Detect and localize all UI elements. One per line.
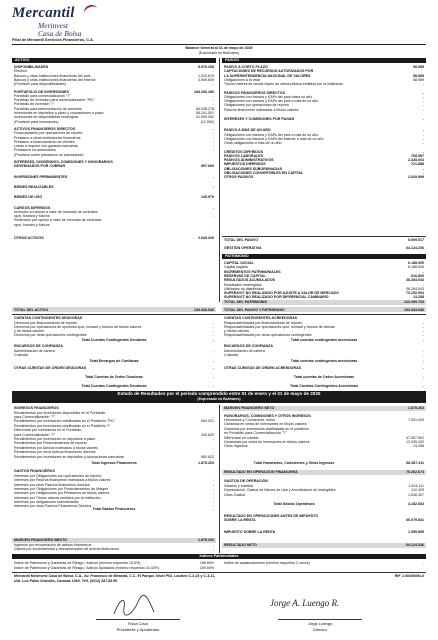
- indice-1-value: 158,50%: [199, 561, 214, 565]
- cont-left-total: Total Cuentas Contingentes Deudoras: [81, 337, 147, 342]
- row-value: 340.620: [201, 432, 214, 437]
- row-label: Otros Ingresos: [224, 444, 248, 449]
- row-label: Rendimientos por inversiones disponibles en el Portafolio: [14, 410, 106, 415]
- row-label: Bancos y otras instituciones financieras del exterior: [14, 77, 96, 82]
- ingresos-rec: Ingresos por recuperación de activos financieros: [14, 543, 92, 547]
- row-label: Responsabilidades por financiamiento de reporto: [224, 320, 303, 325]
- row-value: -: [212, 333, 214, 338]
- row-value: 980.622: [201, 454, 214, 459]
- row-label: Portafolio de inversión para comercialización "PIC": [14, 98, 95, 103]
- otras-left-total: Total Cuentas de Orden Deudoras: [85, 375, 143, 379]
- row-label: ACTIVOS FINANCIEROS DIRECTOS: [14, 126, 76, 131]
- row-label: Rendimientos por inversiones clasificadas en el Portafolio "I": [14, 423, 111, 428]
- row-label: Obligaciones por operaciones de reporto: [224, 103, 289, 108]
- row-label: PASIVOS LABORALES: [224, 153, 264, 158]
- row-value: -: [422, 117, 424, 121]
- row-value: -: [422, 431, 424, 436]
- row-label: spot, forward y futuros: [14, 214, 50, 219]
- brand-line2: Casa de Bolsa: [38, 29, 82, 38]
- row-label: Obligaciones con bancos y EAPs del país hasta un año: [224, 94, 313, 99]
- gastos-total-value: -: [212, 507, 214, 511]
- resultados-subtitle: (Expresado en Bolívares): [197, 396, 241, 401]
- impuesto-label: IMPUESTO SOBRE LA RENTA: [224, 530, 276, 534]
- signature-right: Jorge A. Luengo R.: [270, 598, 340, 608]
- row-value: 58.241.501: [196, 111, 214, 115]
- footer-rule: [12, 572, 426, 573]
- row-value: 2.029.999: [408, 175, 424, 180]
- row-label: OTROS ACTIVOS: [14, 236, 44, 240]
- row-value: -: [212, 82, 214, 87]
- row-value: -: [212, 348, 214, 353]
- row-value: 184.266.280: [194, 89, 214, 94]
- row-label: Utilidades no distribuidas: [224, 286, 264, 291]
- row-value: -: [212, 423, 214, 428]
- row-label: Custodia: [224, 352, 239, 357]
- gastos-incob: Gastos por incobrabilidad y desvalorización de activos financieros: [14, 547, 119, 552]
- row-value: 58.989: [413, 65, 424, 69]
- total-activo-label: TOTAL DEL ACTIVO: [14, 307, 49, 312]
- row-value: -: [422, 269, 424, 274]
- row-label: Depreciación, Gastos de Bienes de Uso y Amortización de Intangibles: [224, 488, 336, 493]
- brand-name: Mercantil: [12, 5, 75, 21]
- signature-line-left: [96, 619, 180, 620]
- margen-bruto-value: 1.875.263: [198, 538, 214, 543]
- indices-title: Índices Patrimoniales: [12, 554, 426, 559]
- row-value: -: [212, 441, 214, 446]
- row-value: -: [422, 82, 424, 87]
- row-label: Inversiones de disponibilidad restringida: [14, 115, 78, 120]
- row-label: INTERESES, DIVIDENDOS, COMISIONES Y HONORARIOS: [14, 160, 113, 164]
- row-label: Efectivo: [14, 69, 27, 74]
- row-label: Intereses por otros Pasivos financieros directos: [14, 482, 90, 487]
- row-value: -: [422, 166, 424, 171]
- resultados-title-bar: [12, 391, 426, 403]
- row-value: 112.425: [411, 488, 424, 493]
- row-label: RESULTADOS ACUMULADOS: [224, 278, 276, 283]
- row-value: 84.038.278: [196, 106, 214, 111]
- row-label: Rendimientos por otros Activos financieros directos: [14, 450, 96, 455]
- row-value: -: [212, 474, 214, 478]
- row-label: OTROS PASIVOS: [224, 175, 254, 180]
- row-value: 616.800: [411, 273, 424, 278]
- row-label: y de títulos valores: [14, 328, 44, 333]
- signature-left: [110, 594, 160, 620]
- resultados-divider: [219, 405, 220, 553]
- row-value: -: [212, 152, 214, 157]
- row-value: -: [212, 328, 214, 333]
- sign-left-role: Presidente y Apoderado: [116, 627, 160, 632]
- antes-value: 66.079.831: [406, 518, 424, 523]
- impuesto-value: 1.955.595: [408, 530, 424, 534]
- otras-right-total: Total cuentas de Orden Acreedoras: [293, 375, 355, 379]
- ingresos-total-value: 1.875.263: [198, 461, 214, 465]
- row-value: 554.021: [201, 419, 214, 424]
- row-value: -: [212, 495, 214, 500]
- row-label: CARGOS DIFERIDOS: [14, 205, 51, 210]
- row-value: -: [422, 348, 424, 353]
- indice-2-value: 159,50%: [199, 566, 214, 570]
- row-value: -: [212, 102, 214, 107]
- row-value: -: [212, 445, 214, 450]
- row-value: 7.531.009: [408, 418, 424, 422]
- antes-label-2: SOBRE LA RENTA: [224, 518, 256, 523]
- gastos-op-total-value: 4.182.843: [408, 502, 424, 506]
- row-value: -: [212, 504, 214, 509]
- row-label: PASIVO A CORTO PLAZO: [224, 65, 268, 69]
- resultados-title: Estado de Resultados por el período comprendido entre 01 de enero y el 31 de mayo de 2025: [117, 391, 321, 396]
- row-value: 768.997: [411, 153, 424, 158]
- sign-right-role: Director: [312, 627, 327, 632]
- row-label: Rendimientos por inversiones en depósitos a plazo: [14, 437, 96, 441]
- row-value: -: [212, 184, 214, 189]
- row-label: Administración de cartera: [14, 348, 55, 353]
- footer-address-2: Urb. Los Palos Grandes, Caracas 1060. Telf. (0212) 287.83.90: [14, 578, 118, 583]
- otras-left: OTRAS CUENTAS DE ORDEN DEUDORAS: [14, 366, 87, 370]
- row-label: Inversión en acción a valor de mercado de contratos: [14, 209, 98, 214]
- final-left: Total Cuentas Contingentes Deudoras: [81, 384, 147, 388]
- row-value: -: [212, 437, 214, 441]
- row-value: -: [212, 499, 214, 504]
- row-label: spot, forward y futuros: [14, 222, 50, 227]
- row-value: -: [212, 478, 214, 483]
- row-label: Inversiones en depósitos a plazo y colocaciones a plazo: [14, 111, 104, 115]
- total-pp-label: TOTAL DEL PASIVO Y PATRIMONIO: [224, 307, 285, 312]
- row-value: (12.550): [200, 119, 214, 124]
- row-label: Intereses por Títulos valores emitidos por la institución: [14, 495, 101, 500]
- header-rule: [12, 44, 426, 45]
- row-label: Intereses por Obligaciones con operaciones de reporto: [14, 474, 102, 478]
- row-label: INCREMENTOS PATRIMONIALES: [224, 269, 281, 274]
- row-label: Intereses por Pasivos financieros indexados a títulos valores: [14, 478, 111, 483]
- row-label: Capital pagado: [224, 265, 249, 270]
- row-value: -: [422, 149, 424, 154]
- row-value: 58.989: [413, 73, 424, 78]
- sign-left-name: Rosa Cava: [128, 621, 148, 626]
- row-value: -: [212, 324, 214, 329]
- row-label: SUPERÁVIT NO REALIZADO POR DIFERENCIAL CAMBIARIO: [224, 295, 329, 300]
- row-label: Honorarios y Comisiones, netos: [224, 418, 275, 422]
- row-label: Financiamiento por operaciones de reporto: [14, 131, 83, 136]
- row-label: Títulos valores de deuda objeto de oferta pública emitidos por la institución: [224, 82, 344, 87]
- row-label: PASIVOS ADMINISTRATIVOS: [224, 158, 274, 163]
- row-label: Responsabilidades por operaciones spot, forward y futuros de divisas: [224, 324, 335, 329]
- patrimonio-header: PATRIMONIO: [222, 254, 426, 259]
- row-label: (Provisión para disponibilidades): [14, 82, 66, 87]
- row-label: INTERESES Y COMISIONES POR PAGAR: [224, 117, 295, 121]
- row-value: -: [212, 415, 214, 419]
- row-label: Redención por opción a valor de mercado de contratos: [14, 218, 102, 223]
- row-label: Derechos por financiamiento de reporto: [14, 320, 78, 325]
- row-value: 47.507.802: [406, 435, 424, 440]
- row-value: 1.646.307: [408, 492, 424, 497]
- row-value: 6.188.000: [408, 265, 424, 270]
- row-label: Pasivos financieros indexados a títulos valores: [224, 107, 299, 112]
- row-label: CRÉDITOS DIFERIDOS: [224, 149, 264, 154]
- row-label: INVERSIONES PERMANENTES: [14, 174, 68, 179]
- row-value: -: [212, 174, 214, 179]
- row-value: -: [422, 320, 424, 325]
- row-value: 6.188.000: [408, 261, 424, 265]
- row-value: 4.559.639: [198, 77, 214, 82]
- row-label: Rendimientos por Activos indexados a títulos valores: [14, 445, 99, 450]
- balance-divider: [219, 58, 220, 302]
- row-label: MARGEN FINANCIERO NETO: [224, 406, 275, 411]
- row-label: Obligaciones con bancos y EAPs del país a más de un año: [224, 99, 319, 104]
- row-value: -: [212, 148, 214, 153]
- row-value: 149.979: [201, 195, 214, 200]
- signature-line-right: [278, 619, 362, 620]
- row-label: Resultados restringidos: [224, 282, 262, 287]
- row-label: Bancos y otras instituciones financieras del país: [14, 73, 91, 78]
- row-label: SUPERÁVIT NO REALIZADO POR AJUSTE A VALOR DE MERCADO: [224, 291, 339, 296]
- row-label: para Comercialización "T": [14, 415, 56, 419]
- footer-rif: RIF J-00305394-0: [394, 574, 424, 578]
- row-value: -: [212, 450, 214, 455]
- row-label: Préstamo a financiamiento de clientes: [14, 139, 75, 144]
- row-label: Rendimientos por inversiones en depósitos y colocaciones bancarias: [14, 454, 124, 459]
- total-pasivo-value: 5.909.517: [408, 237, 424, 242]
- antes-label-1: RESULTADO EN OPERACIONES ANTES DE IMPUESTO: [224, 514, 319, 518]
- row-label: Obligaciones con bancos y EAPs del país a más de un año: [224, 132, 319, 137]
- row-value: 2.649.329: [198, 236, 214, 240]
- row-label: INGRESOS FINANCIEROS: [14, 406, 59, 411]
- row-label: Obligaciones a la vista: [224, 77, 260, 82]
- row-label: PASIVOS FINANCIEROS DIRECTOS: [224, 90, 285, 95]
- row-value: -: [422, 132, 424, 137]
- row-value: -: [422, 136, 424, 141]
- row-value: -: [212, 135, 214, 140]
- row-value: -: [212, 482, 214, 487]
- row-value: -: [422, 141, 424, 146]
- row-label: IMPUESTOS DIFERIDOS: [224, 162, 266, 167]
- row-label: OBLIGACIONES CONVERTIBLES EN CAPITAL: [224, 171, 304, 175]
- row-label: BIENES REALIZABLES: [14, 184, 54, 189]
- gestion-label: GESTIÓN OPERATIVA: [224, 246, 262, 250]
- row-value: 13.335.342: [406, 440, 424, 444]
- row-value: -: [422, 282, 424, 287]
- row-label: para Comercialización "T": [14, 432, 56, 437]
- row-label: (Provisión sobre préstamos no autorizados): [14, 152, 84, 157]
- enc-right-title: ENCARGOS DE CONFIANZA: [224, 344, 273, 348]
- row-label: Letras a requerir con garantía bancarias: [14, 144, 78, 149]
- row-value: -: [212, 205, 214, 210]
- pasivo-header: PASIVO: [222, 58, 426, 63]
- honorarios-total-value: 68.387.411: [406, 461, 424, 465]
- row-value: -: [422, 328, 424, 333]
- row-label: Portafolio para intermediación de acciones: [14, 106, 82, 111]
- row-value: -: [422, 333, 424, 338]
- row-value: -: [212, 352, 214, 357]
- total-pp-value: 193.333.546: [404, 307, 424, 312]
- row-value: -: [212, 486, 214, 491]
- sign-right-name: Jorge Luengo: [307, 621, 333, 626]
- row-value: -: [422, 324, 424, 329]
- row-label: Custodia: [14, 352, 29, 357]
- row-label: Rendimientos por inversiones clasificadas en el Portafolio "PIC": [14, 419, 116, 424]
- row-value: 1.875.263: [408, 406, 424, 411]
- balance-subtitle: (Expresado en Bolívares): [198, 50, 240, 55]
- gastos-title: GASTOS FINANCIEROS: [14, 469, 55, 473]
- enc-left-title: ENCARGOS DE CONFIANZA: [14, 344, 63, 348]
- row-label: Portafolio para comercialización "T": [14, 93, 71, 98]
- row-label: Otros Gastos: [224, 492, 246, 497]
- row-label: PASIVO A MÁS DE UN AÑO: [224, 128, 271, 133]
- row-label: DISPONIBILIDADES: [14, 65, 49, 69]
- cont-right-title: CUENTAS CONTINGENTES ACREEDORAS: [224, 316, 298, 320]
- row-value: -: [422, 103, 424, 108]
- row-label: Ganancias por venta de inversiones en títulos valores: [224, 440, 310, 444]
- row-label: Administración de cartera: [224, 348, 265, 353]
- row-value: -: [212, 98, 214, 103]
- document-page: Mercantil Merinvest Casa de Bolsa Filial de Mercantil Servicios Financieros, C.A. Balance General al 31 de mayo de 2025 (Expresado en Bolívares) ACTIVO PASIVO DISPONIBILIDADES 5.570.268 Efectivo - Bancos y otras instituciones financieras del país 1.010.619 Bancos y otras instituciones financieras del exterior 4.559.639 (Provisión para disponibilidades) - PORTAFOLIO DE INVERSIONES 184.266.280 Portafolio para comercialización "T" - Portafolio de inversión para comercialización "PIC" - Portafolio de inversión "I" - Portafolio para intermediación de acciones 84.038.278 Inversiones en depósitos a plazo y colocaciones a plazo 58.241.501 Inversiones de disponibilidad restringida 41.999.050 (Provisión para inversiones) (12.550) ACTIVOS FINANCIEROS DIRECTOS - Financiamiento por operaciones de reporto - Préstamo a otras instituciones financieras - Préstamo a financiamiento de clientes - Letras a requerir con garantía bancarias - Préstamos no autorizados - (Provisión sobre préstamos no autorizados) - INTERESES, DIVIDENDOS, COMISIONES Y HONORARIOS DEVENGADOS POR COBRAR 897.660 INVERSIONES PERMANENTES - BIENES REALIZABLES - BIENES DE USO 149.979 CARGOS DIFERIDOS - Inversión en acción a valor de mercado de contratos spot, forward y futuros - Redención por opción a valor de mercado de contratos spot, forward y futuros - OTROS ACTIVOS 2.649.329 PASIVO A CORTO PLAZO 58.989 CAPTACIONES DE RECURSOS AUTORIZADOS POR LA SUPERINTENDENCIA NACIONAL DE VALORES 58.989 Obligaciones a la vista 58.989 Títulos valores de deuda objeto de oferta pública emitidos por la institución - PASIVOS FINANCIEROS DIRECTOS - Obligaciones con bancos y EAPs del país hasta un año - Obligaciones con bancos y EAPs del país a más de un año - Obligaciones por operaciones de reporto - Pasivos financieros indexados a títulos valores - INTERESES Y COMISIONES POR PAGAR - PASIVO A MÁS DE UN AÑO - Obligaciones con bancos y EAPs del país a más de un año - Obligaciones con bancos y EAPs del exterior a más de un año - Otras obligaciones a más de un año - CRÉDITOS DIFERIDOS - PASIVOS LABORALES 768.997 PASIVOS ADMINISTRATIVOS 2.328.664 IMPUESTOS DIFERIDOS 721.888 OBLIGACIONES SUBORDINADAS - OBLIGACIONES CONVERTIBLES EN CAPITAL - OTROS PASIVOS 2.029.999 TOTAL DEL PASIVO 5.909.517 GESTIÓN OPERATIVA 64.124.236 PATRIMONIO CAPITAL SOCIAL 6.188.000 Capital pagado 6.188.000 INCREMENTOS PATRIMONIALES - RESERVAS DE CAPITAL 616.800 RESULTADOS ACUMULADOS 38.284.043 Resultados restringidos - Utilidades no distribuidas 38.284.043 SUPERÁVIT NO REALIZADO POR AJUSTE A VALOR DE MERCADO 73.152.904 SUPERÁVIT NO REALIZADO POR DIFERENCIAL CAMBIARIO 13.258 TOTAL DEL PATRIMONIO 123.299.703 TOTAL DEL ACTIVO 193.333.546 TOTAL DEL PASIVO Y PATRIMONIO 193.333.546 CUENTAS CONTINGENTES DEUDORAS CUENTAS CONTINGENTES ACREEDORAS Derechos por financiamiento de reporto - Derechos por operaciones de opciones spot, forward y futuros de títulos valores - y de títulos valores - Derechos por otras operaciones contingentes - Responsabilidades por financiamiento de reporto - Responsabilidades por operaciones spot, forward y futuros de divisas - y títulos valores - Responsabilidades por otras operaciones contingentes - Total Cuentas Contingentes Deudoras - Total cuentas contingentes acreedoras - ENCARGOS DE CONFIANZA ENCARGOS DE CONFIANZA Administración de cartera - Custodia - Administración de cartera - Custodia - Total Encargos de Confianza - Total cuentas contingentes acreedoras - OTRAS CUENTAS DE ORDEN DEUDORAS - OTRAS CUENTAS DE ORDEN ACREEDORAS - Total Cuentas de Orden Deudoras - Total cuentas de Orden Acreedoras - Total Cuentas Contingentes Deudoras - Total Cuentas Contingentes Acreedoras - Estado de Resultados por el período comprendido entre 01 de enero y el 31 de mayo de 2025 (Expresado en Bolívares) INGRESOS FINANCIEROS Rendimientos por inversiones disponibles en el Portafolio para Comercialización "T" - Rendimientos por inversiones clasificadas en el Portafolio "PIC" 554.021 Rendimientos por inversiones clasificadas en el Portafolio "I" - Diferencial por inversiones en el Portafolio para Comercialización "T" 340.620 Rendimientos por inversiones en depósitos a plazo - Rendimientos por Financiamientos de reporto - Rendimientos por Activos indexados a títulos valores - Rendimientos por otros Activos financieros directos - Rendimientos por inversiones en depósitos y colocaciones bancarias 980.622 Total Ingresos Financieros 1.875.263 GASTOS FINANCIEROS Intereses por Obligaciones con operaciones de reporto - Intereses por Pasivos financieros indexados a títulos valores - Intereses por otros Pasivos financieros directos - Intereses por Obligaciones por Financiamientos de Margen - Intereses por Obligaciones por Préstamos de títulos valores - Intereses por Títulos valores emitidos por la institución - Intereses por obligaciones subordinadas - Intereses por otros Pasivos Financieros Directos - Total Gastos Financieros - MARGEN FINANCIERO BRUTO 1.875.263 Ingresos por recuperación de activos financieros - Gastos por incobrabilidad y desvalorización de activos financieros - MARGEN FINANCIERO NETO 1.875.263 HONORARIOS, COMISIONES Y OTROS INGRESOS Honorarios y Comisiones, netos 7.531.009 Ganancia en venta de inversiones en títulos valores Ganancia por inversiones clasificadas en el portafolio en Portafolio para Comercialización "T" - Diferencial en cambio 47.507.802 Ganancias por venta de inversiones en títulos valores 13.335.342 Otros Ingresos 13.258 Total Honorarios, Comisiones y Otros Ingresos 68.387.411 RESULTADO EN OPERACIÓN FINANCIERA 70.262.674 GASTOS DE OPERACIÓN Salarios y sueldos 2.424.111 Depreciación, Gastos de Bienes de Uso y Amortización de Intangibles 112.425 Otros Gastos 1.646.307 Total Gastos Operativos 4.182.843 RESULTADO EN OPERACIONES ANTES DE IMPUESTO SOBRE LA RENTA 66.079.831 IMPUESTO SOBRE LA RENTA 1.955.595 RESULTADO NETO 64.124.236 Índices Patrimoniales Índice de Patrimonio y Garantías de Riesgo / Activos (mínimo requerido 15,5%) 158,50% Índice de Patrimonio y Garantías de Riesgo / Activos Ajustados (mínimo requerido 16,33%) 159,50% Índice de apalancamiento (mínimo requerido 2 veces) - Mercantil Merinvest Casa de Bolsa, C.A., Av. Francisco de Miranda, C.C. El Parque, Nivel P03, Locales C-3-15 y C-3-11, Urb. Los Palos Grandes, Caracas 1060. Telf. (0212) 287.83.90 RIF J-00305394-0 Jorge A. Luengo R. Rosa Cava Presidente y Apoderado Jorge Luengo Director: [0, 0, 438, 640]
- balance-title: Balance General al 31 de mayo de 2025: [185, 46, 253, 50]
- resultado-bruto-value: 70.262.674: [406, 470, 424, 475]
- row-label: Préstamo a otras instituciones financieras: [14, 135, 81, 140]
- row-value: 38.284.043: [406, 278, 424, 283]
- row-value: 2.424.111: [408, 484, 424, 488]
- row-label: Ganancia por inversiones clasificadas en el portafolio: [224, 426, 309, 431]
- row-label: Responsabilidades por otras operaciones contingentes: [224, 333, 312, 338]
- gestion-value: 64.124.236: [406, 246, 424, 250]
- row-label: Intereses por obligaciones subordinadas: [14, 499, 79, 504]
- row-value: -: [422, 171, 424, 175]
- total-pasivo-label: TOTAL DEL PASIVO: [224, 237, 259, 242]
- row-label: en Portafolio para Comercialización "T": [224, 431, 287, 436]
- row-label: Derechos por operaciones de opciones spot, forward y futuros de títulos valores: [14, 324, 142, 329]
- honorarios-total-label: Total Honorarios, Comisiones y Otros Ingresos: [253, 461, 335, 465]
- row-value: -: [212, 131, 214, 136]
- row-value: -: [212, 144, 214, 149]
- row-label: Intereses por Obligaciones por Préstamos de títulos valores: [14, 491, 110, 496]
- row-label: Derechos por otras operaciones contingentes: [14, 333, 87, 338]
- row-value: -: [212, 491, 214, 496]
- brand-logo: [12, 5, 132, 38]
- row-value: -: [212, 214, 214, 219]
- row-label: DEVENGADOS POR COBRAR: [14, 164, 66, 169]
- gastos-op-total-label: Total Gastos Operativos: [273, 502, 315, 506]
- otras-right: OTRAS CUENTAS DE ORDEN ACREEDORAS: [224, 366, 302, 370]
- row-value: 38.284.043: [406, 286, 424, 291]
- row-label: Obligaciones con bancos y EAPs del exterior a más de un año: [224, 136, 324, 141]
- activo-header: ACTIVO: [12, 58, 216, 63]
- enc-right-total: Total cuentas contingentes acreedoras: [290, 359, 358, 363]
- row-label: RESERVAS DE CAPITAL: [224, 273, 266, 278]
- row-value: 721.888: [411, 162, 424, 167]
- total-patrimonio-value: 123.299.703: [404, 300, 424, 305]
- row-value: 13.258: [413, 444, 424, 449]
- row-label: Intereses por otros Pasivos Financieros Directos: [14, 504, 92, 509]
- row-label: Intereses por Obligaciones por Financiamientos de Margen: [14, 486, 109, 491]
- row-value: 41.999.050: [196, 115, 214, 120]
- row-value: 1.010.619: [198, 73, 214, 78]
- row-label: Ganancia en venta de inversiones en títulos valores: [224, 422, 307, 427]
- row-value: -: [212, 222, 214, 227]
- row-label: Rendimientos por Financiamientos de reporto: [14, 441, 87, 446]
- indice-1-label: Índice de Patrimonio y Garantías de Riesgo / Activos (mínimo requerido 15,5%): [14, 561, 141, 565]
- total-pasivo-line: [222, 236, 426, 237]
- contingent-rule: [12, 314, 426, 315]
- filial-text: Filial de Mercantil Servicios Financieros, C.A.: [12, 38, 94, 42]
- indice-2-label: Índice de Patrimonio y Garantías de Riesgo / Activos Ajustados (mínimo requerido 16,33%): [14, 566, 160, 570]
- gastos-op-title: GASTOS DE OPERACIÓN: [224, 479, 268, 483]
- row-label: PORTAFOLIO DE INVERSIONES: [14, 89, 69, 94]
- neto-label: RESULTADO NETO: [224, 543, 257, 548]
- row-value: -: [212, 69, 214, 74]
- row-label: HONORARIOS, COMISIONES Y OTROS INGRESOS: [224, 413, 311, 418]
- row-value: -: [422, 94, 424, 99]
- total-activo-value: 193.333.546: [194, 307, 214, 312]
- row-value: -: [212, 126, 214, 131]
- row-value: -: [212, 93, 214, 98]
- brand-line1: Merinvest: [38, 21, 68, 30]
- row-label: Diferencial por inversiones en el Portafolio: [14, 428, 82, 433]
- final-right: Total Cuentas Contingentes Acreedoras: [289, 384, 359, 388]
- row-value: -: [422, 99, 424, 104]
- row-label: CAPITAL SOCIAL: [224, 261, 254, 265]
- row-label: CAPTACIONES DE RECURSOS AUTORIZADOS POR: [224, 69, 314, 74]
- row-label: (Provisión para inversiones): [14, 119, 59, 124]
- row-value: 897.660: [201, 164, 214, 169]
- cont-right-total: Total cuentas contingentes acreedoras: [290, 337, 358, 342]
- row-label: Salarios y sueldos: [224, 484, 254, 488]
- indice-3-label: Índice de apalancamiento (mínimo requerido 2 veces): [224, 561, 310, 565]
- row-value: -: [422, 128, 424, 133]
- margen-bruto-label: MARGEN FINANCIERO BRUTO: [14, 538, 68, 543]
- neto-value: 64.124.236: [406, 543, 424, 548]
- row-label: Portafolio de inversión "I": [14, 102, 55, 107]
- row-label: Diferencial en cambio: [224, 435, 259, 440]
- total-patrimonio-label: TOTAL DEL PATRIMONIO: [224, 300, 268, 305]
- row-value: 58.989: [413, 77, 424, 82]
- row-value: -: [422, 107, 424, 112]
- row-value: 13.258: [413, 295, 424, 300]
- row-value: 2.328.664: [408, 158, 424, 163]
- indice-3-value: -: [422, 561, 424, 565]
- footer-address: Mercantil Merinvest Casa de Bolsa, C.A., Av. Francisco de Miranda, C.C. El Parque, Nivel P03, Locales C-3-15 y C-3-11,: [14, 574, 216, 578]
- row-value: 73.152.904: [406, 291, 424, 296]
- ingresos-total-label: Total Ingresos Financieros: [91, 461, 137, 465]
- row-value: -: [212, 139, 214, 144]
- resultado-bruto-label: RESULTADO EN OPERACIÓN FINANCIERA: [224, 470, 298, 475]
- row-label: Otras obligaciones a más de un año: [224, 141, 282, 146]
- row-label: BIENES DE USO: [14, 195, 43, 200]
- row-value: 5.570.268: [198, 65, 214, 69]
- row-label: OBLIGACIONES SUBORDINADAS: [224, 166, 283, 171]
- enc-left-total: Total Encargos de Confianza: [89, 359, 139, 363]
- row-label: Préstamos no autorizados: [14, 148, 56, 153]
- gastos-total-label: Total Gastos Financieros: [92, 507, 136, 511]
- row-value: -: [422, 352, 424, 357]
- row-value: -: [212, 320, 214, 325]
- row-value: -: [422, 90, 424, 95]
- row-label: LA SUPERINTENDENCIA NACIONAL DE VALORES: [224, 73, 311, 78]
- cont-left-title: CUENTAS CONTINGENTES DEUDORAS: [14, 316, 83, 320]
- row-label: y títulos valores: [224, 328, 249, 333]
